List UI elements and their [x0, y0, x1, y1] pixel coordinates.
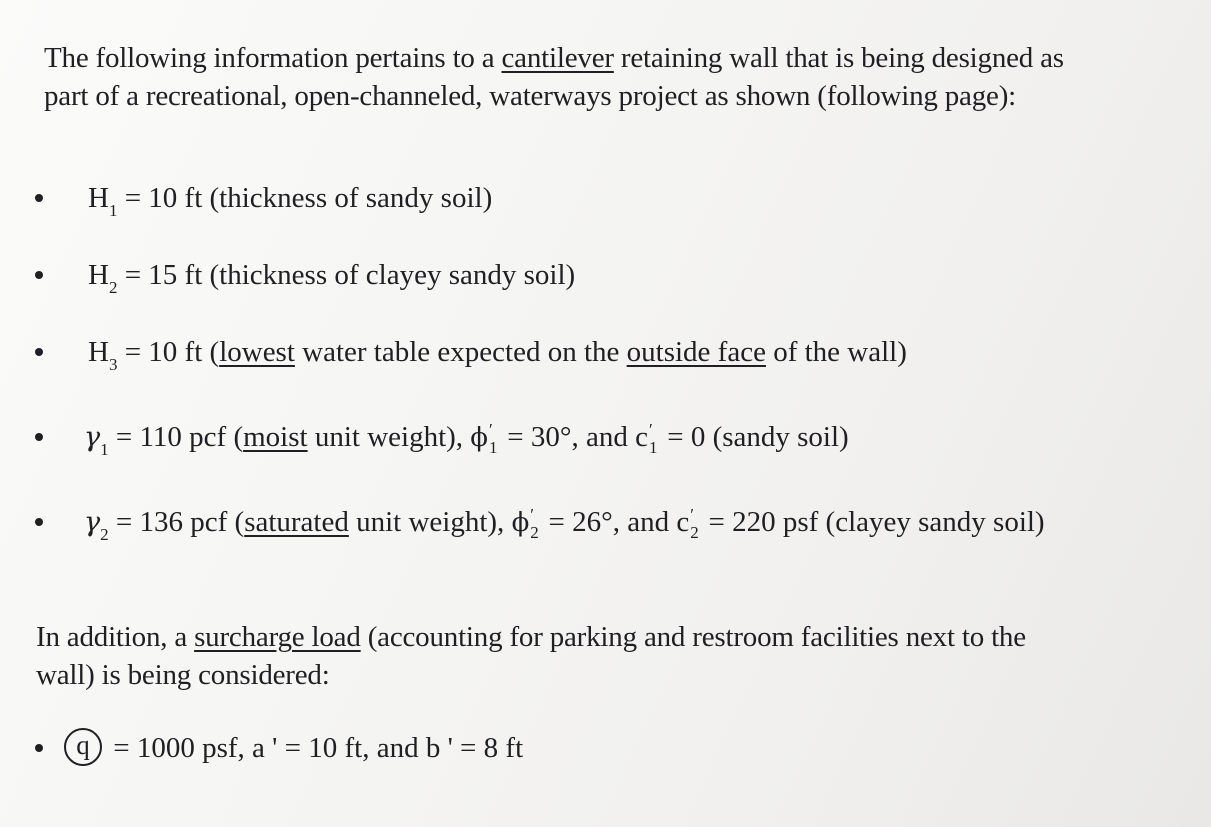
bullet-dot: [35, 348, 43, 356]
surcharge-load-term: surcharge load: [194, 621, 361, 653]
h1-subscript: 1: [108, 200, 118, 220]
intro-text-line2: part of a recreational, open-channeled, waterways project as shown (following page):: [44, 80, 1017, 112]
phi2-subscript: 2: [530, 523, 539, 542]
phi2-prime-sub: ′ 2: [530, 505, 539, 542]
gamma1-text-pre: = 110 pcf (: [108, 421, 244, 453]
h3-text-mid: water table expected on the: [294, 336, 627, 368]
c1-value: = 0 (sandy soil): [659, 421, 849, 453]
cantilever-term: cantilever: [501, 42, 614, 74]
list-item-h3: [0, 330, 1211, 374]
bullet-dot: [35, 433, 43, 441]
phi1-subscript: 1: [489, 438, 498, 457]
h1-symbol: H: [88, 182, 109, 214]
gamma1-symbol: γ: [84, 422, 101, 453]
gamma1-text-mid: unit weight),: [307, 421, 471, 453]
h3-text-post: of the wall): [765, 336, 907, 368]
intro-text-line1-end: retaining wall that is being designed as: [613, 42, 1064, 74]
gamma2-text-mid: unit weight),: [348, 506, 512, 538]
q-text: = 1000 psf, a ' = 10 ft, and b ' = 8 ft: [106, 732, 524, 764]
bullet-dot: [35, 271, 43, 279]
addition-text-line1-end: (accounting for parking and restroom facilities next to the: [360, 621, 1026, 653]
h2-text: = 15 ft (thickness of clayey sandy soil): [117, 259, 576, 291]
bullet-dot: [35, 194, 43, 202]
bullet-dot: [35, 744, 43, 752]
c1-prime-sub: ′ 1: [648, 420, 658, 457]
phi1-value: = 30°, and c: [500, 421, 648, 453]
gamma1-subscript: 1: [100, 439, 109, 459]
lowest-term: lowest: [219, 336, 295, 368]
bullet-dot: [35, 518, 43, 526]
saturated-term: saturated: [244, 506, 349, 538]
c2-value: = 220 psf (clayey sandy soil): [701, 506, 1045, 538]
phi2-symbol: ϕ: [511, 508, 530, 538]
phi2-value: = 26°, and c: [541, 506, 690, 538]
c2-subscript: 2: [690, 523, 699, 542]
phi1-prime-sub: ′ 1: [489, 420, 498, 457]
list-item-gamma2: [0, 500, 1211, 544]
h2-symbol: H: [88, 259, 109, 291]
h2-subscript: 2: [108, 277, 118, 297]
list-item-gamma1: [0, 415, 1211, 459]
list-item-h2: [0, 253, 1211, 297]
h3-text-pre: = 10 ft (: [117, 336, 220, 368]
c1-subscript: 1: [648, 438, 658, 457]
gamma2-subscript: 2: [100, 524, 109, 544]
gamma2-text-pre: = 136 pcf (: [108, 506, 245, 538]
list-item-surcharge-q: [0, 726, 1211, 770]
addition-text-pre: In addition, a: [36, 621, 195, 653]
c2-prime-sub: ′ 2: [690, 505, 699, 542]
addition-text-line2: wall) is being considered:: [36, 659, 330, 691]
outside-face-term: outside face: [626, 336, 766, 368]
gamma2-symbol: γ: [84, 507, 101, 538]
addition-paragraph: [36, 618, 1196, 694]
q-circled-symbol: q: [64, 728, 102, 766]
h3-symbol: H: [88, 336, 109, 368]
intro-text-pre: The following information pertains to a: [44, 42, 502, 74]
moist-term: moist: [243, 421, 308, 453]
phi1-symbol: ϕ: [470, 423, 489, 453]
intro-paragraph: [44, 39, 1184, 115]
h1-text: = 10 ft (thickness of sandy soil): [117, 182, 493, 214]
list-item-h1: [0, 176, 1211, 220]
h3-subscript: 3: [108, 354, 118, 374]
